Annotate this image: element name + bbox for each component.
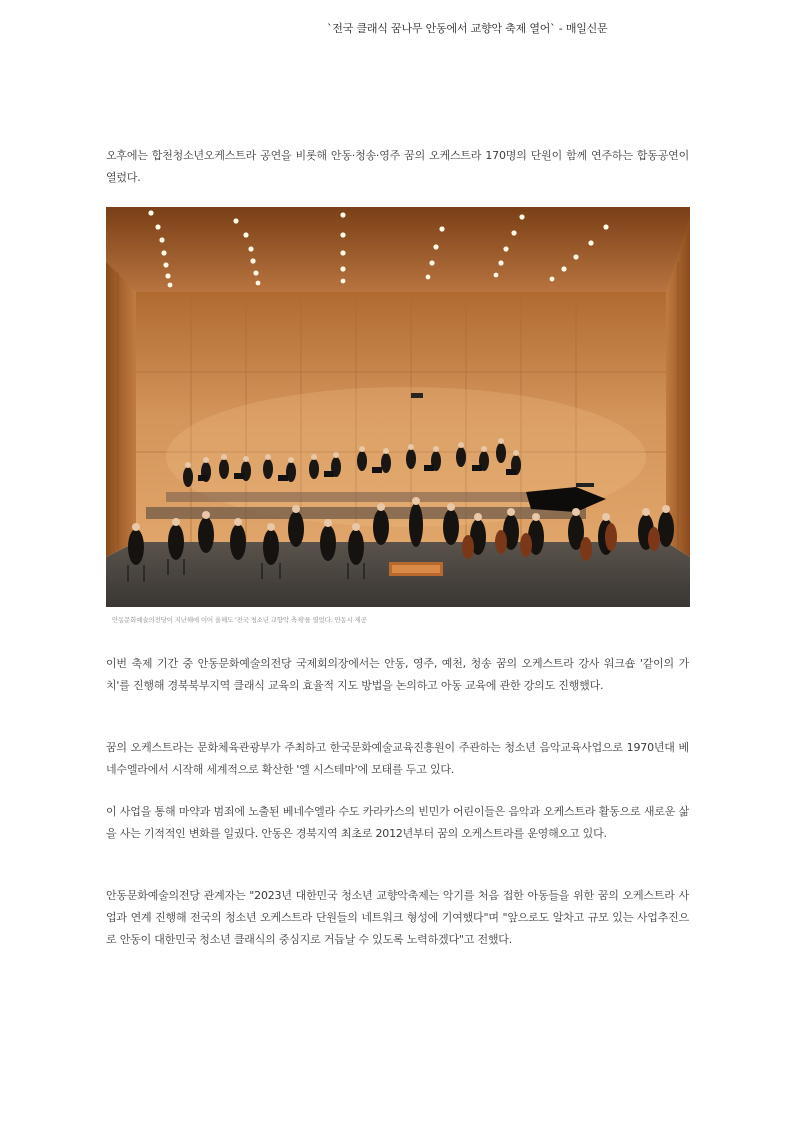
article-paragraph-3: 꿈의 오케스트라는 문화체육관광부가 주최하고 한국문화예술교육진흥원이 주관하는 청소년 음악교육사업으로 1970년대 베네수엘라에서 시작해 세계적으로 확산한 '엘 시스테마'에 모태를 두고 있다. [106,741,689,776]
orchestra-concert-photo [106,207,690,607]
page-header-title: `전국 클래식 꿈나무 안동에서 교향악 축제 열어` - 매일신문 [327,22,608,35]
photo-caption: 안동문화예술의전당이 지난해에 이어 올해도 '전국 청소년 교향악 축제'를 열었다. 안동시 제공 [112,616,367,624]
article-paragraph-5: 안동문화예술의전당 관계자는 "2023년 대한민국 청소년 교향악축제는 악기를 처음 접한 아동들을 위한 꿈의 오케스트라 사업과 연계 진행해 전국의 청소년 오케스트라 단원들의 네트워크 형성에 기여했다"며 "앞으로도 알차고 규모 있는 사업추진으로 안동이 대한민국 청소년 클래식의 중심지로 거듭날 수 있도록 노력하겠다"고 전했다. [106,889,689,946]
article-paragraph-1: 오후에는 합천청소년오케스트라 공연을 비롯해 안동·청송·영주 꿈의 오케스트라 170명의 단원이 함께 연주하는 합동공연이 열렸다. [106,149,689,184]
article-paragraph-2: 이번 축제 기간 중 안동문화예술의전당 국제회의장에서는 안동, 영주, 예천, 청송 꿈의 오케스트라 강사 워크숍 '같이의 가치'를 진행해 경북북부지역 클래식 교육의 효율적 지도 방법을 논의하고 아동 교육에 관한 강의도 진행했다. [106,657,689,692]
article-paragraph-4: 이 사업을 통해 마약과 범죄에 노출된 베네수엘라 수도 카라카스의 빈민가 어린이들은 음악과 오케스트라 활동으로 새로운 삶을 사는 기적적인 변화를 일궜다. 안동은 경북지역 최초로 2012년부터 꿈의 오케스트라를 운영해오고 있다. [106,805,689,840]
